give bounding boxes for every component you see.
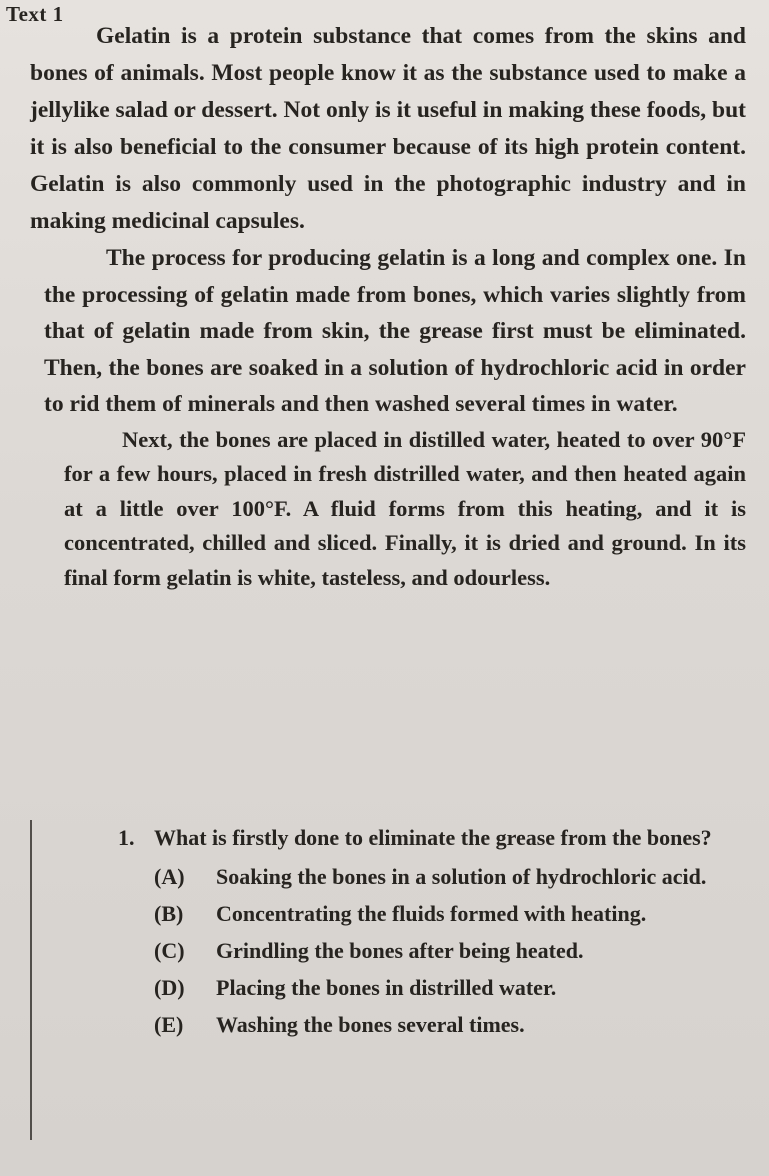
passage-paragraph-1: Gelatin is a protein substance that comes from the skins and bones of animals. Most people know it as the substance used to make a jellylike salad or dessert. Not only is it useful in making these foods, but it is also beneficial to the consumer because of its high protein content. Gelatin is also commonly used in the photographic industry and in making medicinal capsules. bbox=[30, 23, 746, 234]
question-block bbox=[118, 822, 748, 1045]
option-text: Placing the bones in distrilled water. bbox=[216, 975, 557, 1000]
option-text: Grindling the bones after being heated. bbox=[216, 938, 584, 963]
option-text: Washing the bones several times. bbox=[216, 1012, 525, 1037]
margin-line bbox=[30, 820, 32, 1140]
option-e bbox=[154, 1008, 748, 1042]
section-title: Text 1 bbox=[6, 2, 64, 26]
option-d bbox=[154, 971, 748, 1005]
question-text: What is firstly done to eliminate the grease from the bones? bbox=[154, 825, 712, 850]
option-c bbox=[154, 934, 748, 968]
reading-passage bbox=[30, 18, 746, 595]
option-b bbox=[154, 897, 748, 931]
option-letter: (D) bbox=[154, 975, 185, 1000]
passage-paragraph-3: Next, the bones are placed in distilled water, heated to over 90°F for a few hours, placed in fresh distrilled water, and then heated again at a little over 100°F. A fluid forms from this heating, and it is concentrated, chilled and sliced. Finally, it is dried and ground. In its final form gelatin is white, tasteless, and odourless. bbox=[64, 426, 746, 590]
question-number: 1. bbox=[118, 825, 135, 850]
question-stem bbox=[118, 822, 748, 854]
answer-options bbox=[154, 860, 748, 1042]
option-a bbox=[154, 860, 748, 894]
option-letter: (E) bbox=[154, 1012, 184, 1037]
option-letter: (A) bbox=[154, 864, 185, 889]
option-letter: (C) bbox=[154, 938, 185, 963]
passage-paragraph-2: The process for producing gelatin is a long and complex one. In the processing of gelatin made from bones, which varies slightly from that of gelatin made from skin, the grease first must be eliminated. Then, the bones are soaked in a solution of hydrochloric acid in order to rid them of minerals and then washed several times in water. bbox=[44, 245, 746, 417]
option-letter: (B) bbox=[154, 901, 184, 926]
option-text: Concentrating the fluids formed with heating. bbox=[216, 901, 647, 926]
option-text: Soaking the bones in a solution of hydrochloric acid. bbox=[216, 864, 707, 889]
